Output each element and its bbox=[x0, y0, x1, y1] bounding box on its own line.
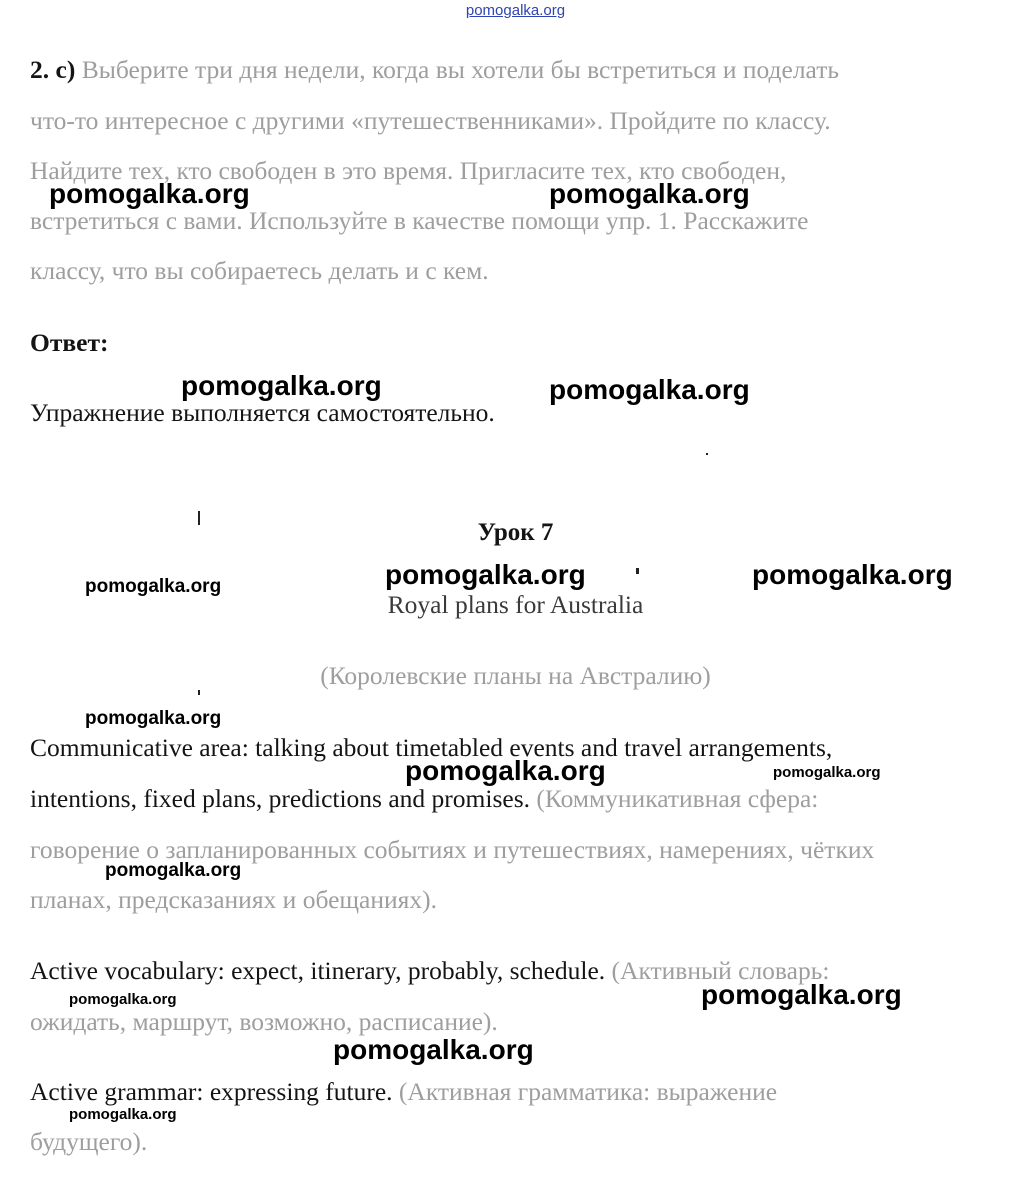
grammar-line-2: будущего). bbox=[30, 1127, 148, 1156]
task-line-4: встретиться с вами. Используйте в качестве помощи упр. 1. Расскажите bbox=[30, 206, 809, 235]
communicative-line-4: планах, предсказаниях и обещаниях). bbox=[30, 885, 438, 914]
grammar-ru-start: (Активная грамматика: выражение bbox=[398, 1077, 778, 1106]
watermark: pomogalka.org bbox=[69, 1106, 177, 1123]
grammar-en: Active grammar: expressing future. bbox=[30, 1077, 393, 1106]
communicative-en-end: intentions, fixed plans, predictions and promises. bbox=[30, 784, 531, 813]
task-line-2: что-то интересное с другими «путешественниками». Пройдите по классу. bbox=[30, 106, 831, 135]
task-line-1 bbox=[30, 55, 839, 85]
watermark: pomogalka.org bbox=[333, 1034, 534, 1065]
task-number: 2. c) bbox=[30, 55, 76, 84]
scan-speck bbox=[706, 453, 708, 455]
vocabulary-ru-start: (Активный словарь: bbox=[611, 956, 830, 985]
grammar-line-1 bbox=[30, 1077, 777, 1107]
scan-speck bbox=[198, 690, 200, 695]
watermark: pomogalka.org bbox=[385, 559, 586, 590]
lesson-subtitle: Royal plans for Australia bbox=[387, 590, 644, 619]
vocabulary-line-2: ожидать, маршрут, возможно, расписание). bbox=[30, 1007, 498, 1036]
task-line-5: классу, что вы собираетесь делать и с кем. bbox=[30, 256, 489, 285]
scan-speck bbox=[636, 568, 639, 574]
lesson-title: Урок 7 bbox=[477, 519, 554, 546]
watermark: pomogalka.org bbox=[181, 370, 382, 401]
vocabulary-en: Active vocabulary: expect, itinerary, probably, schedule. bbox=[30, 956, 606, 985]
header-link[interactable]: pomogalka.org bbox=[465, 2, 566, 19]
watermark: pomogalka.org bbox=[69, 991, 177, 1008]
watermark: pomogalka.org bbox=[773, 764, 881, 781]
communicative-ru-start: (Коммуникативная сфера: bbox=[536, 784, 819, 813]
task-text: Выберите три дня недели, когда вы хотели бы встретиться и поделать bbox=[81, 55, 839, 84]
watermark: pomogalka.org bbox=[752, 559, 953, 590]
communicative-line-1: Communicative area: talking about timetabled events and travel arrangements, bbox=[30, 733, 833, 762]
lesson-subtitle-translation: (Королевские планы на Австралию) bbox=[320, 661, 711, 690]
watermark: pomogalka.org bbox=[549, 374, 750, 405]
scan-speck bbox=[198, 511, 200, 525]
watermark: pomogalka.org bbox=[49, 178, 250, 209]
task-line-3: Найдите тех, кто свободен в это время. Пригласите тех, кто свободен, bbox=[30, 156, 787, 185]
watermark: pomogalka.org bbox=[549, 178, 750, 209]
answer-text: Упражнение выполняется самостоятельно. bbox=[30, 398, 495, 427]
watermark: pomogalka.org bbox=[85, 708, 222, 729]
communicative-line-2 bbox=[30, 784, 818, 814]
watermark: pomogalka.org bbox=[105, 860, 242, 881]
watermark: pomogalka.org bbox=[701, 979, 902, 1010]
answer-label: Ответ: bbox=[30, 328, 109, 357]
watermark: pomogalka.org bbox=[85, 576, 222, 597]
communicative-line-3: говорение о запланированных событиях и путешествиях, намерениях, чётких bbox=[30, 835, 875, 864]
watermark: pomogalka.org bbox=[405, 755, 606, 786]
